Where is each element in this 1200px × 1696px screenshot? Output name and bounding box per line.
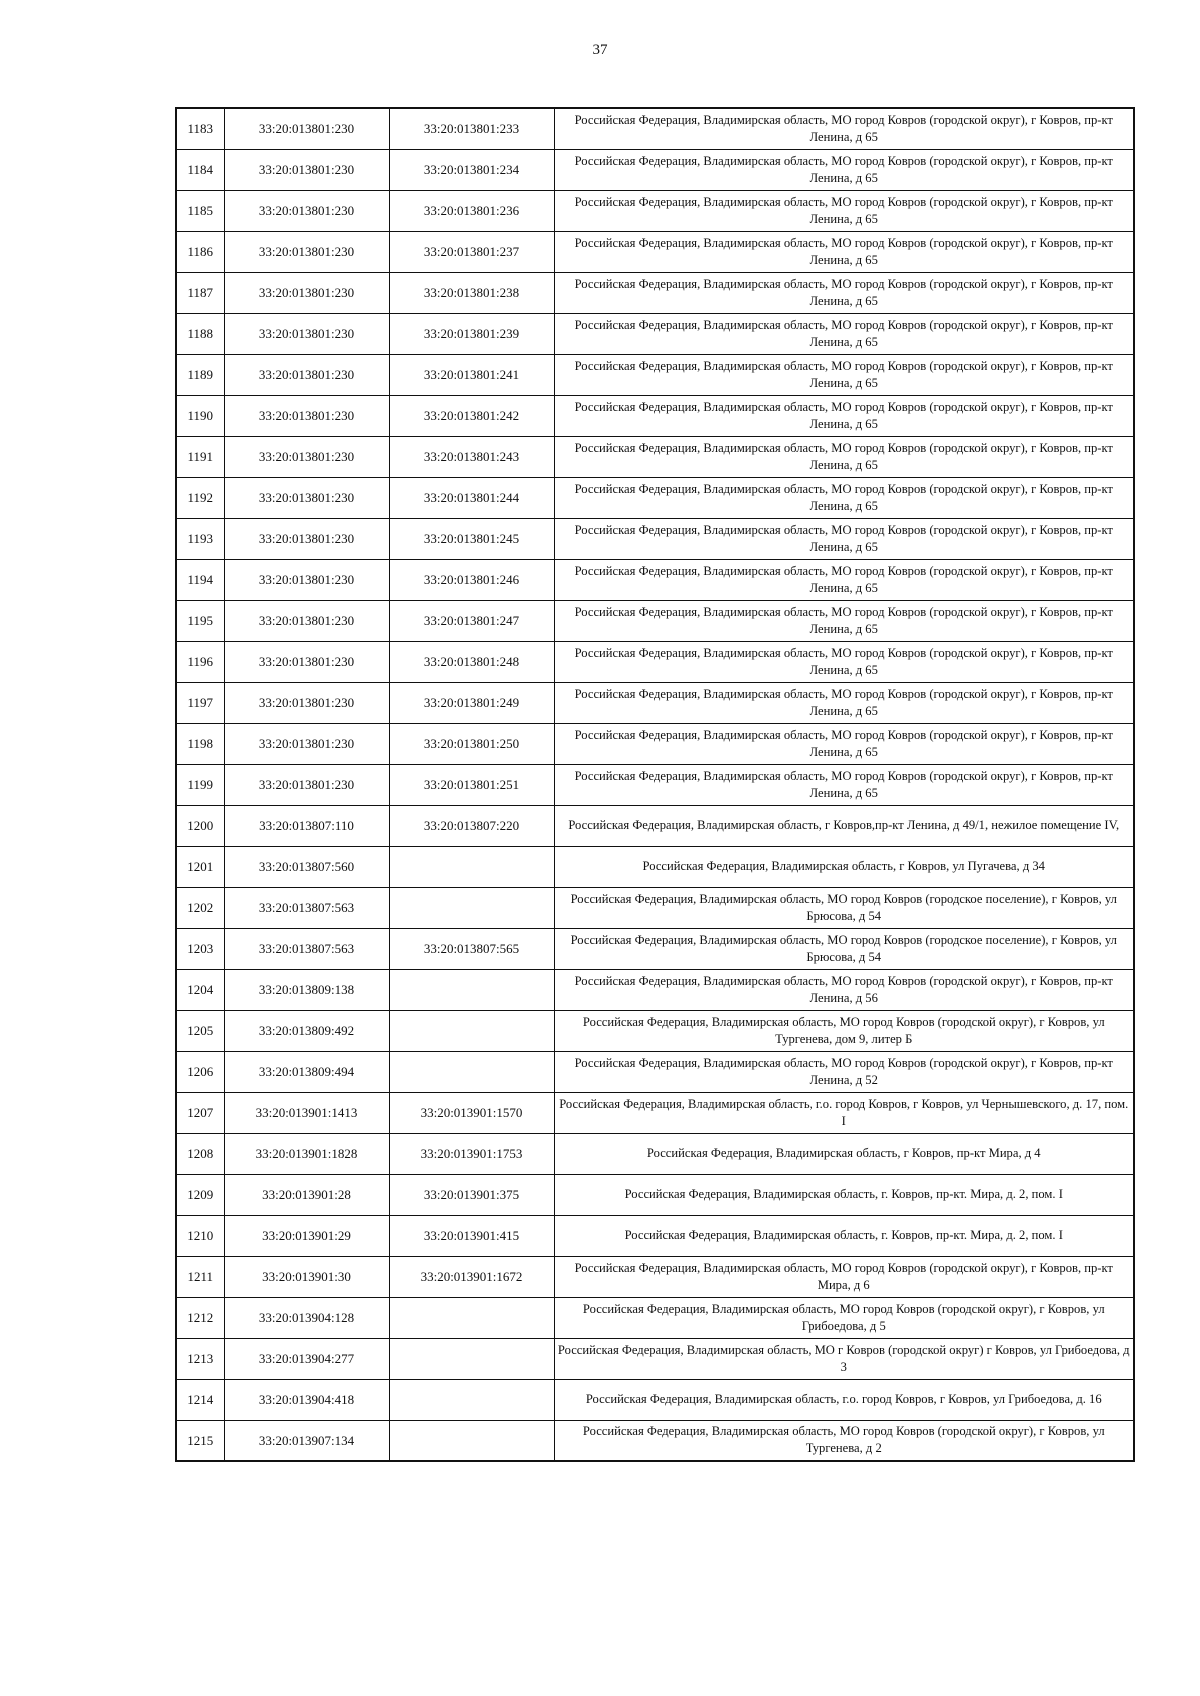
address-cell: Российская Федерация, Владимирская область, МО город Ковров (городской округ), г Ковров, пр-кт Ленина, д 65 (554, 641, 1134, 682)
parcel-number-cell: 33:20:013904:277 (224, 1338, 389, 1379)
registry-table (175, 107, 1135, 1462)
address-cell: Российская Федерация, Владимирская область, МО город Ковров (городской округ), г Ковров, пр-кт Ленина, д 65 (554, 108, 1134, 149)
object-number-cell: 33:20:013901:1753 (389, 1133, 554, 1174)
row-number-cell: 1198 (176, 723, 224, 764)
address-cell: Российская Федерация, Владимирская область, г. Ковров, пр-кт. Мира, д. 2, пом. I (554, 1215, 1134, 1256)
parcel-number-cell: 33:20:013807:110 (224, 805, 389, 846)
table-row (176, 477, 1134, 518)
object-number-cell (389, 969, 554, 1010)
parcel-number-cell: 33:20:013801:230 (224, 764, 389, 805)
parcel-number-cell: 33:20:013801:230 (224, 559, 389, 600)
row-number-cell: 1190 (176, 395, 224, 436)
parcel-number-cell: 33:20:013807:563 (224, 928, 389, 969)
address-cell: Российская Федерация, Владимирская область, МО город Ковров (городской округ), г Ковров, пр-кт Ленина, д 65 (554, 395, 1134, 436)
parcel-number-cell: 33:20:013801:230 (224, 149, 389, 190)
parcel-number-cell: 33:20:013901:30 (224, 1256, 389, 1297)
table-row (176, 354, 1134, 395)
object-number-cell: 33:20:013801:241 (389, 354, 554, 395)
table-row (176, 1133, 1134, 1174)
parcel-number-cell: 33:20:013801:230 (224, 313, 389, 354)
row-number-cell: 1201 (176, 846, 224, 887)
address-cell: Российская Федерация, Владимирская область, МО город Ковров (городской округ), г Ковров, пр-кт Ленина, д 65 (554, 190, 1134, 231)
address-cell: Российская Федерация, Владимирская область, МО город Ковров (городской округ), г Ковров, пр-кт Ленина, д 65 (554, 559, 1134, 600)
address-cell: Российская Федерация, Владимирская область, МО город Ковров (городской округ), г Ковров, пр-кт Ленина, д 65 (554, 477, 1134, 518)
parcel-number-cell: 33:20:013801:230 (224, 108, 389, 149)
address-cell: Российская Федерация, Владимирская область, МО город Ковров (городской округ), г Ковров, пр-кт Ленина, д 65 (554, 682, 1134, 723)
parcel-number-cell: 33:20:013809:492 (224, 1010, 389, 1051)
parcel-number-cell: 33:20:013901:1828 (224, 1133, 389, 1174)
table-row (176, 846, 1134, 887)
parcel-number-cell: 33:20:013801:230 (224, 272, 389, 313)
table-row (176, 682, 1134, 723)
address-cell: Российская Федерация, Владимирская область, МО город Ковров (городской округ), г Ковров, пр-кт Ленина, д 65 (554, 272, 1134, 313)
object-number-cell: 33:20:013801:236 (389, 190, 554, 231)
object-number-cell: 33:20:013801:247 (389, 600, 554, 641)
table-row (176, 723, 1134, 764)
address-cell: Российская Федерация, Владимирская область, МО город Ковров (городской округ), г Ковров, пр-кт Ленина, д 65 (554, 723, 1134, 764)
object-number-cell: 33:20:013901:375 (389, 1174, 554, 1215)
table-row (176, 1379, 1134, 1420)
address-cell: Российская Федерация, Владимирская область, МО город Ковров (городской округ), г Ковров, пр-кт Ленина, д 65 (554, 313, 1134, 354)
table-row (176, 559, 1134, 600)
object-number-cell (389, 1051, 554, 1092)
object-number-cell: 33:20:013807:220 (389, 805, 554, 846)
table-row (176, 395, 1134, 436)
row-number-cell: 1184 (176, 149, 224, 190)
row-number-cell: 1215 (176, 1420, 224, 1461)
row-number-cell: 1204 (176, 969, 224, 1010)
address-cell: Российская Федерация, Владимирская область, МО город Ковров (городской округ), г Ковров, пр-кт Ленина, д 65 (554, 231, 1134, 272)
address-cell: Российская Федерация, Владимирская область, МО город Ковров (городской округ), г Ковров, пр-кт Ленина, д 65 (554, 600, 1134, 641)
table-row (176, 1420, 1134, 1461)
parcel-number-cell: 33:20:013801:230 (224, 231, 389, 272)
row-number-cell: 1211 (176, 1256, 224, 1297)
table-row (176, 313, 1134, 354)
object-number-cell (389, 846, 554, 887)
parcel-number-cell: 33:20:013801:230 (224, 723, 389, 764)
address-cell: Российская Федерация, Владимирская область, МО город Ковров (городское поселение), г Ковров, ул Брюсова, д 54 (554, 928, 1134, 969)
row-number-cell: 1183 (176, 108, 224, 149)
table-row (176, 149, 1134, 190)
row-number-cell: 1196 (176, 641, 224, 682)
row-number-cell: 1210 (176, 1215, 224, 1256)
object-number-cell: 33:20:013801:251 (389, 764, 554, 805)
table-row (176, 1051, 1134, 1092)
row-number-cell: 1209 (176, 1174, 224, 1215)
table-row (176, 600, 1134, 641)
address-cell: Российская Федерация, Владимирская область, МО город Ковров (городской округ), г Ковров, ул Тургенева, д 2 (554, 1420, 1134, 1461)
table-row (176, 231, 1134, 272)
object-number-cell (389, 1338, 554, 1379)
address-cell: Российская Федерация, Владимирская область, МО город Ковров (городской округ), г Ковров, пр-кт Ленина, д 65 (554, 764, 1134, 805)
object-number-cell (389, 887, 554, 928)
row-number-cell: 1199 (176, 764, 224, 805)
object-number-cell: 33:20:013801:234 (389, 149, 554, 190)
table-row (176, 272, 1134, 313)
address-cell: Российская Федерация, Владимирская область, МО город Ковров (городской округ), г Ковров, ул Тургенева, дом 9, литер Б (554, 1010, 1134, 1051)
address-cell: Российская Федерация, Владимирская область, МО город Ковров (городской округ), г Ковров, пр-кт Ленина, д 65 (554, 436, 1134, 477)
row-number-cell: 1213 (176, 1338, 224, 1379)
table-row (176, 1174, 1134, 1215)
table-row (176, 928, 1134, 969)
address-cell: Российская Федерация, Владимирская область, г Ковров, ул Пугачева, д 34 (554, 846, 1134, 887)
object-number-cell: 33:20:013801:242 (389, 395, 554, 436)
parcel-number-cell: 33:20:013801:230 (224, 436, 389, 477)
row-number-cell: 1202 (176, 887, 224, 928)
table-row (176, 969, 1134, 1010)
address-cell: Российская Федерация, Владимирская область, г.о. город Ковров, г Ковров, ул Чернышевского, д. 17, пом. I (554, 1092, 1134, 1133)
row-number-cell: 1214 (176, 1379, 224, 1420)
table-row (176, 1092, 1134, 1133)
row-number-cell: 1189 (176, 354, 224, 395)
parcel-number-cell: 33:20:013901:1413 (224, 1092, 389, 1133)
parcel-number-cell: 33:20:013809:494 (224, 1051, 389, 1092)
address-cell: Российская Федерация, Владимирская область, г.о. город Ковров, г Ковров, ул Грибоедова, д. 16 (554, 1379, 1134, 1420)
table-row (176, 108, 1134, 149)
object-number-cell: 33:20:013901:1672 (389, 1256, 554, 1297)
address-cell: Российская Федерация, Владимирская область, МО город Ковров (городской округ), г Ковров, пр-кт Ленина, д 52 (554, 1051, 1134, 1092)
row-number-cell: 1208 (176, 1133, 224, 1174)
parcel-number-cell: 33:20:013907:134 (224, 1420, 389, 1461)
address-cell: Российская Федерация, Владимирская область, МО город Ковров (городской округ), г Ковров, пр-кт Мира, д 6 (554, 1256, 1134, 1297)
object-number-cell: 33:20:013901:1570 (389, 1092, 554, 1133)
object-number-cell: 33:20:013801:239 (389, 313, 554, 354)
parcel-number-cell: 33:20:013901:28 (224, 1174, 389, 1215)
table-row (176, 436, 1134, 477)
object-number-cell: 33:20:013801:246 (389, 559, 554, 600)
object-number-cell: 33:20:013801:245 (389, 518, 554, 559)
parcel-number-cell: 33:20:013801:230 (224, 600, 389, 641)
table-row (176, 764, 1134, 805)
parcel-number-cell: 33:20:013901:29 (224, 1215, 389, 1256)
object-number-cell: 33:20:013801:233 (389, 108, 554, 149)
row-number-cell: 1207 (176, 1092, 224, 1133)
row-number-cell: 1188 (176, 313, 224, 354)
object-number-cell (389, 1379, 554, 1420)
parcel-number-cell: 33:20:013801:230 (224, 682, 389, 723)
parcel-number-cell: 33:20:013807:560 (224, 846, 389, 887)
row-number-cell: 1205 (176, 1010, 224, 1051)
table-row (176, 1256, 1134, 1297)
table-row (176, 1297, 1134, 1338)
parcel-number-cell: 33:20:013801:230 (224, 190, 389, 231)
row-number-cell: 1203 (176, 928, 224, 969)
row-number-cell: 1206 (176, 1051, 224, 1092)
address-cell: Российская Федерация, Владимирская область, МО город Ковров (городской округ), г Ковров, ул Грибоедова, д 5 (554, 1297, 1134, 1338)
address-cell: Российская Федерация, Владимирская область, МО город Ковров (городское поселение), г Ковров, ул Брюсова, д 54 (554, 887, 1134, 928)
row-number-cell: 1187 (176, 272, 224, 313)
row-number-cell: 1193 (176, 518, 224, 559)
row-number-cell: 1212 (176, 1297, 224, 1338)
table-row (176, 1010, 1134, 1051)
row-number-cell: 1195 (176, 600, 224, 641)
object-number-cell: 33:20:013801:237 (389, 231, 554, 272)
row-number-cell: 1185 (176, 190, 224, 231)
parcel-number-cell: 33:20:013904:418 (224, 1379, 389, 1420)
row-number-cell: 1194 (176, 559, 224, 600)
row-number-cell: 1200 (176, 805, 224, 846)
page-number: 37 (592, 42, 608, 58)
object-number-cell: 33:20:013801:244 (389, 477, 554, 518)
address-cell: Российская Федерация, Владимирская область, г Ковров,пр-кт Ленина, д 49/1, нежилое помещение IV, (554, 805, 1134, 846)
object-number-cell: 33:20:013801:243 (389, 436, 554, 477)
row-number-cell: 1191 (176, 436, 224, 477)
row-number-cell: 1197 (176, 682, 224, 723)
address-cell: Российская Федерация, Владимирская область, МО город Ковров (городской округ), г Ковров, пр-кт Ленина, д 65 (554, 149, 1134, 190)
object-number-cell: 33:20:013807:565 (389, 928, 554, 969)
address-cell: Российская Федерация, Владимирская область, МО г Ковров (городской округ) г Ковров, ул Грибоедова, д 3 (554, 1338, 1134, 1379)
address-cell: Российская Федерация, Владимирская область, г. Ковров, пр-кт. Мира, д. 2, пом. I (554, 1174, 1134, 1215)
address-cell: Российская Федерация, Владимирская область, г Ковров, пр-кт Мира, д 4 (554, 1133, 1134, 1174)
object-number-cell (389, 1297, 554, 1338)
address-cell: Российская Федерация, Владимирская область, МО город Ковров (городской округ), г Ковров, пр-кт Ленина, д 65 (554, 518, 1134, 559)
parcel-number-cell: 33:20:013807:563 (224, 887, 389, 928)
row-number-cell: 1192 (176, 477, 224, 518)
table-row (176, 805, 1134, 846)
registry-table-body (176, 108, 1134, 1461)
address-cell: Российская Федерация, Владимирская область, МО город Ковров (городской округ), г Ковров, пр-кт Ленина, д 65 (554, 354, 1134, 395)
object-number-cell: 33:20:013901:415 (389, 1215, 554, 1256)
table-row (176, 887, 1134, 928)
table-row (176, 190, 1134, 231)
table-row (176, 641, 1134, 682)
object-number-cell: 33:20:013801:248 (389, 641, 554, 682)
object-number-cell: 33:20:013801:249 (389, 682, 554, 723)
address-cell: Российская Федерация, Владимирская область, МО город Ковров (городской округ), г Ковров, пр-кт Ленина, д 56 (554, 969, 1134, 1010)
parcel-number-cell: 33:20:013801:230 (224, 641, 389, 682)
parcel-number-cell: 33:20:013801:230 (224, 477, 389, 518)
object-number-cell: 33:20:013801:238 (389, 272, 554, 313)
object-number-cell (389, 1010, 554, 1051)
parcel-number-cell: 33:20:013801:230 (224, 354, 389, 395)
table-row (176, 518, 1134, 559)
parcel-number-cell: 33:20:013904:128 (224, 1297, 389, 1338)
table-row (176, 1215, 1134, 1256)
parcel-number-cell: 33:20:013809:138 (224, 969, 389, 1010)
object-number-cell: 33:20:013801:250 (389, 723, 554, 764)
parcel-number-cell: 33:20:013801:230 (224, 395, 389, 436)
table-row (176, 1338, 1134, 1379)
row-number-cell: 1186 (176, 231, 224, 272)
parcel-number-cell: 33:20:013801:230 (224, 518, 389, 559)
object-number-cell (389, 1420, 554, 1461)
